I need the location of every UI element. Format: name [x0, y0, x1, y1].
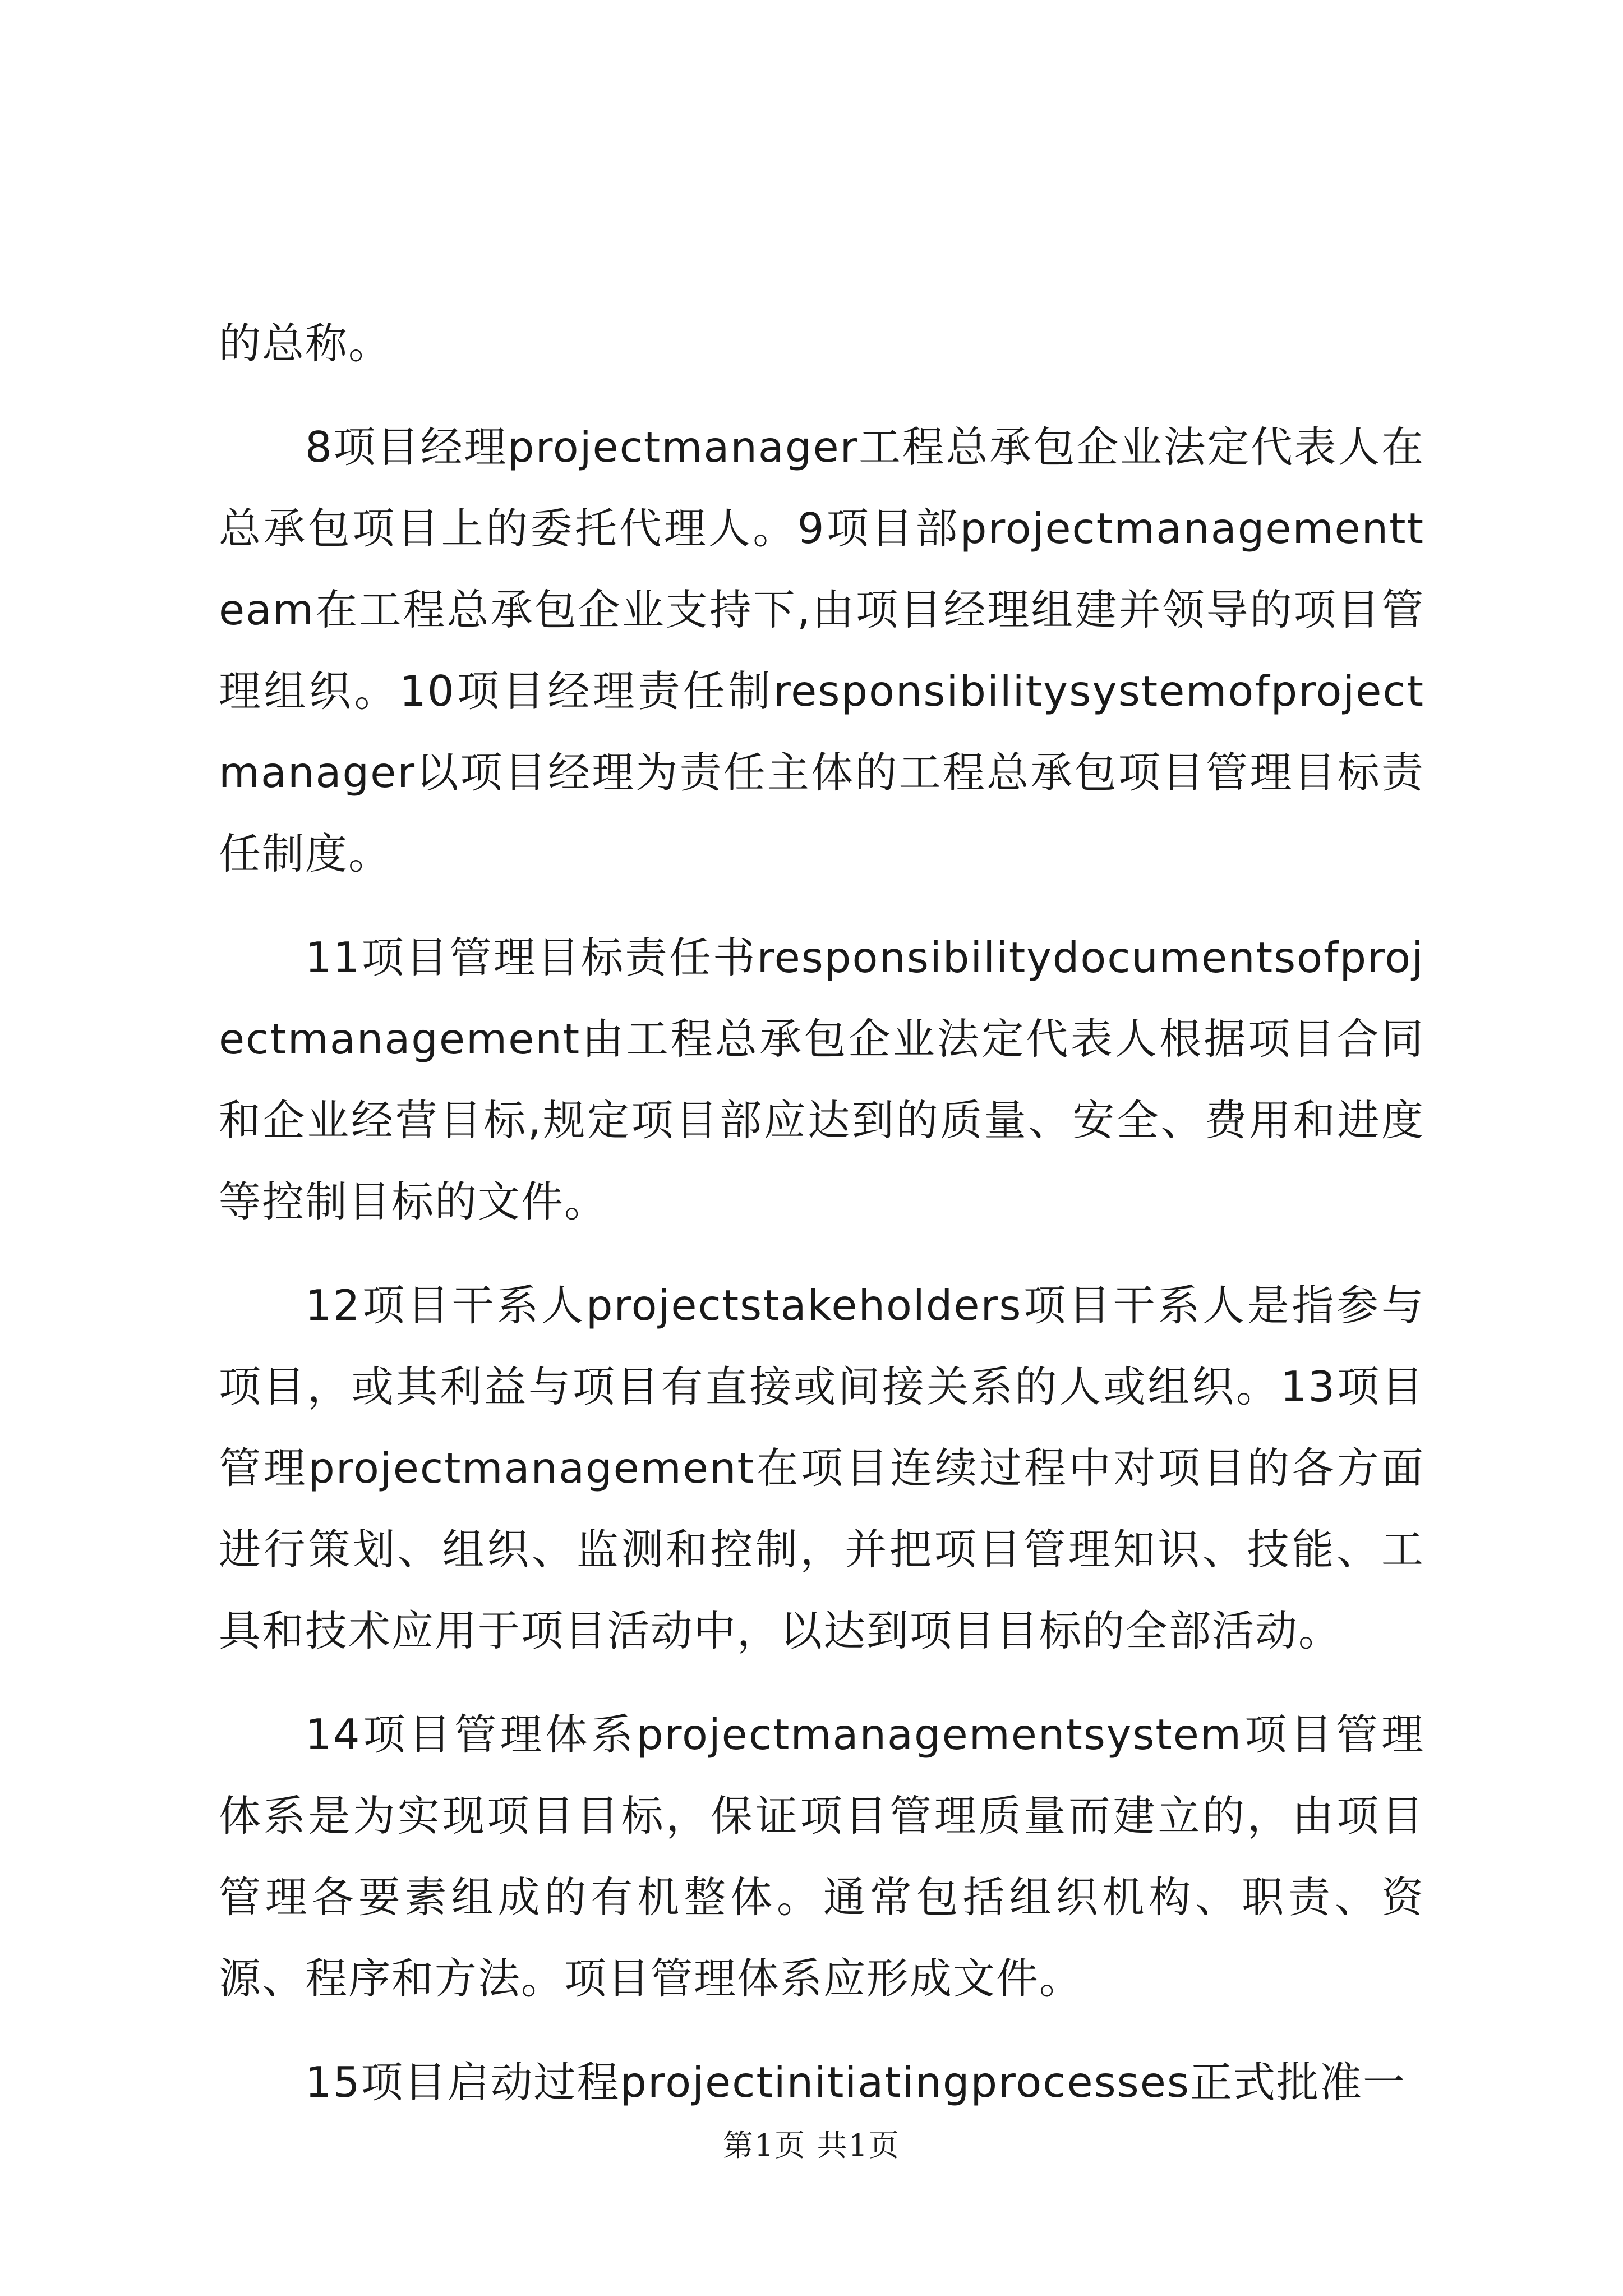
document-body	[219, 303, 1424, 2123]
paragraph-management-system: 14项目管理体系projectmanagementsystem项目管理体系是为实现项目目标，保证项目管理质量而建立的，由项目管理各要素组成的有机整体。通常包括组织机构、职责、资源、程序和方法。项目管理体系应形成文件。	[219, 1710, 1424, 2003]
paragraph-project-manager: 8项目经理projectmanager工程总承包企业法定代表人在总承包项目上的委托代理人。9项目部projectmanagementteam在工程总承包企业支持下,由项目经理组建并领导的项目管理组织。10项目经理责任制responsibilitysystemofprojectmanager以项目经理为责任主体的工程总承包项目管理目标责任制度。	[219, 422, 1424, 878]
page-footer: 第1页 共1页	[723, 2128, 900, 2163]
paragraph-initiating-processes: 15项目启动过程projectinitiatingprocesses正式批准一	[305, 2058, 1406, 2107]
paragraph-stakeholders: 12项目干系人projectstakeholders项目干系人是指参与项目，或其利益与项目有直接或间接关系的人或组织。13项目管理projectmanagement在项目连续过程中对项目的各方面进行策划、组织、监测和控制，并把项目管理知识、技能、工具和技术应用于项目活动中，以达到项目目标的全部活动。	[219, 1281, 1424, 1655]
paragraph-responsibility-document: 11项目管理目标责任书responsibilitydocumentsofprojectmanagement由工程总承包企业法定代表人根据项目合同和企业经营目标,规定项目部应达到的质量、安全、费用和进度等控制目标的文件。	[219, 933, 1424, 1226]
paragraph-continuation: 的总称。	[219, 319, 392, 368]
